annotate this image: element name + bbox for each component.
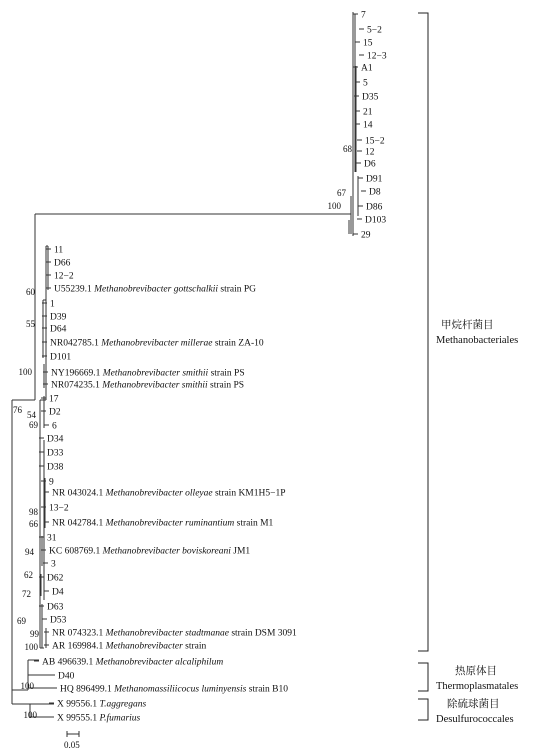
bootstrap-value: 100 (23, 710, 37, 720)
leaf-label (52, 519, 274, 529)
leaf-label (52, 629, 297, 639)
leaf-label (54, 272, 74, 282)
leaf-label (361, 11, 366, 21)
scale-bar (67, 731, 79, 737)
accession-number: NR 043024.1 (52, 488, 106, 499)
accession-number: NY196669.1 (51, 368, 103, 379)
group-label-desulfurococcales-cn: 除硫球菌目 (447, 699, 500, 710)
leaf-label-text: D39 (50, 312, 67, 323)
bootstrap-value: 62 (24, 570, 33, 580)
bootstrap-value: 69 (29, 420, 38, 430)
species-name: Methanobrevibacter ruminantium (105, 518, 235, 529)
leaf-label (366, 175, 383, 185)
bootstrap-value: 100 (24, 642, 38, 652)
strain-name: strain PS (207, 380, 245, 391)
leaf-label (54, 246, 63, 256)
leaf-label-text: 13−2 (49, 503, 69, 514)
leaf-label (50, 313, 67, 323)
bootstrap-value: 98 (29, 507, 38, 517)
strain-name: strain ZA-10 (212, 338, 264, 349)
leaf-label-text: D66 (54, 258, 71, 269)
leaf-label (367, 26, 382, 36)
bootstrap-value: 69 (17, 616, 26, 626)
strain-name: strain M1 (234, 518, 274, 529)
leaf-label (366, 203, 383, 213)
leaf-label-text: 11 (54, 245, 64, 256)
leaf-label (49, 408, 61, 418)
bootstrap-value: 100 (327, 201, 341, 211)
leaf-label (50, 353, 71, 363)
leaf-label-text: D4 (52, 587, 64, 598)
leaf-label-text: 9 (49, 477, 54, 488)
leaf-label (47, 449, 64, 459)
bootstrap-value: 100 (18, 367, 32, 377)
leaf-label (47, 534, 57, 544)
leaf-label-text: D103 (365, 215, 387, 226)
leaf-label (57, 713, 141, 724)
group-label-thermoplasmatales-cn: 热原体目 (455, 666, 497, 677)
accession-number: NR 042784.1 (52, 518, 106, 529)
leaf-label-text: 3 (51, 559, 56, 570)
group-label-methanobacteriales-en: Methanobacteriales (436, 335, 519, 346)
leaf-label (363, 39, 373, 49)
species-name: Methanobrevibacter millerae (101, 338, 213, 349)
bootstrap-value: 94 (25, 547, 34, 557)
leaf-label-text: 15 (363, 38, 373, 49)
leaf-label (361, 64, 373, 74)
leaf-label-text: 12 (365, 147, 375, 158)
leaf-label-text: A1 (361, 63, 373, 74)
leaf-label (47, 463, 64, 473)
leaf-label-text: D2 (49, 407, 61, 418)
species-name: T.aggregans (99, 699, 147, 710)
leaf-label (51, 381, 244, 391)
strain-name: strain (182, 641, 207, 652)
leaf-label (50, 616, 67, 626)
leaf-label-text: D86 (366, 202, 383, 213)
leaf-label-text: 1 (50, 299, 55, 310)
accession-number: X 99556.1 (57, 699, 100, 710)
leaf-label (52, 642, 207, 652)
leaf-label-text: 31 (47, 533, 57, 544)
tree-branches (12, 12, 366, 718)
leaf-label-text: D64 (50, 324, 67, 335)
group-bracket-methanobacteriales (418, 13, 428, 651)
group-label-methanobacteriales-cn: 甲烷杆菌目 (441, 320, 494, 331)
leaf-label (60, 685, 288, 695)
accession-number: X 99555.1 (57, 713, 100, 724)
leaf-label (52, 489, 286, 499)
leaf-label (369, 188, 381, 198)
leaf-label (52, 422, 57, 432)
leaf-label-text: D63 (47, 602, 64, 613)
bootstrap-value: 67 (337, 188, 346, 198)
leaf-label (52, 588, 64, 598)
bootstrap-value: 72 (22, 589, 31, 599)
leaf-label-text: D40 (58, 671, 75, 682)
leaf-label-text: D62 (47, 573, 64, 584)
leaf-label-text: 14 (363, 120, 373, 131)
leaf-label (49, 547, 250, 557)
leaf-label (367, 52, 387, 62)
accession-number: U55239.1 (54, 284, 95, 295)
leaf-label (363, 108, 373, 118)
leaf-label (57, 700, 147, 710)
accession-number: NR042785.1 (50, 338, 102, 349)
bootstrap-value: 68 (343, 144, 352, 154)
group-bracket-desulfurococcales (418, 699, 428, 720)
leaf-label-text: D34 (47, 434, 64, 445)
leaf-label-text: 7 (361, 10, 366, 21)
leaf-label (42, 658, 223, 668)
species-name: P.fumarius (99, 713, 141, 724)
leaf-label (47, 574, 64, 584)
leaf-label (58, 672, 75, 682)
leaf-label-text: 21 (363, 107, 373, 118)
leaf-label-text: D101 (50, 352, 72, 363)
leaf-label (49, 478, 54, 488)
strain-name: strain PG (218, 284, 257, 295)
accession-number: NR 074323.1 (52, 628, 106, 639)
bootstrap-value: 100 (20, 681, 34, 691)
leaf-label-text: 15−2 (365, 136, 385, 147)
leaf-label-text: D35 (362, 92, 379, 103)
leaf-label-text: 6 (52, 421, 57, 432)
species-name: Methanobrevibacter smithii (102, 380, 208, 391)
strain-name: strain KM1H5−1P (212, 488, 286, 499)
leaf-label-text: D91 (366, 174, 383, 185)
species-name: Methanobrevibacter (105, 641, 183, 652)
species-name: Methanobrevibacter gottschalkii (94, 284, 219, 295)
accession-number: HQ 896499.1 (60, 684, 115, 695)
leaf-label-text: 29 (361, 230, 371, 241)
accession-number: AR 169984.1 (52, 641, 106, 652)
leaf-label (47, 435, 64, 445)
leaf-label-text: D6 (364, 159, 376, 170)
leaf-label-text: D53 (50, 615, 67, 626)
leaf-label (365, 137, 385, 147)
accession-number: AB 496639.1 (42, 657, 96, 668)
leaf-label (50, 300, 55, 310)
accession-number: NR074235.1 (51, 380, 103, 391)
leaf-label (364, 160, 376, 170)
leaf-label (363, 79, 368, 89)
bootstrap-value: 76 (13, 405, 22, 415)
leaf-label (365, 148, 375, 158)
leaf-label (47, 603, 64, 613)
leaf-label (51, 560, 56, 570)
leaf-label (365, 216, 386, 226)
strain-name: strain B10 (246, 684, 289, 695)
leaf-label (363, 121, 373, 131)
bootstrap-value: 54 (27, 410, 36, 420)
bootstrap-value: 60 (26, 287, 35, 297)
leaf-label (49, 395, 59, 405)
leaf-label-text: 17 (49, 394, 59, 405)
bootstrap-value: 66 (29, 519, 38, 529)
leaf-label (49, 504, 69, 514)
leaf-label-text: 12−3 (367, 51, 387, 62)
leaf-label (50, 325, 67, 335)
species-name: Methanomassiliicocus luminyensis (114, 684, 247, 695)
group-bracket-thermoplasmatales (418, 663, 428, 691)
group-label-desulfurococcales-en: Desulfurococcales (436, 714, 514, 725)
leaf-labels (42, 11, 387, 724)
leaf-label-text: D8 (369, 187, 381, 198)
bootstrap-value: 99 (30, 629, 39, 639)
species-name: Methanobrevibacter boviskoreani (102, 546, 231, 557)
strain-name: JM1 (230, 546, 251, 557)
species-name: Methanobrevibacter olleyae (105, 488, 213, 499)
strain-name: strain PS (208, 368, 245, 379)
species-name: Methanobrevibacter alcaliphilum (95, 657, 224, 668)
leaf-label (361, 231, 371, 241)
scale-bar-label: 0.05 (64, 740, 80, 750)
accession-number: KC 608769.1 (49, 546, 103, 557)
strain-name: strain DSM 3091 (228, 628, 297, 639)
leaf-label-text: D38 (47, 462, 64, 473)
bootstrap-value: 55 (26, 319, 35, 329)
species-name: Methanobrevibacter smithii (102, 368, 209, 379)
species-name: Methanobrevibacter stadtmanae (105, 628, 229, 639)
leaf-label (362, 93, 379, 103)
leaf-label-text: 12−2 (54, 271, 74, 282)
leaf-label-text: 5 (363, 78, 368, 89)
leaf-label (54, 259, 71, 269)
group-label-thermoplasmatales-en: Thermoplasmatales (436, 681, 519, 692)
leaf-label (50, 339, 264, 349)
leaf-label-text: D33 (47, 448, 64, 459)
leaf-label-text: 5−2 (367, 25, 382, 36)
leaf-label (51, 369, 245, 379)
leaf-label (54, 285, 256, 295)
